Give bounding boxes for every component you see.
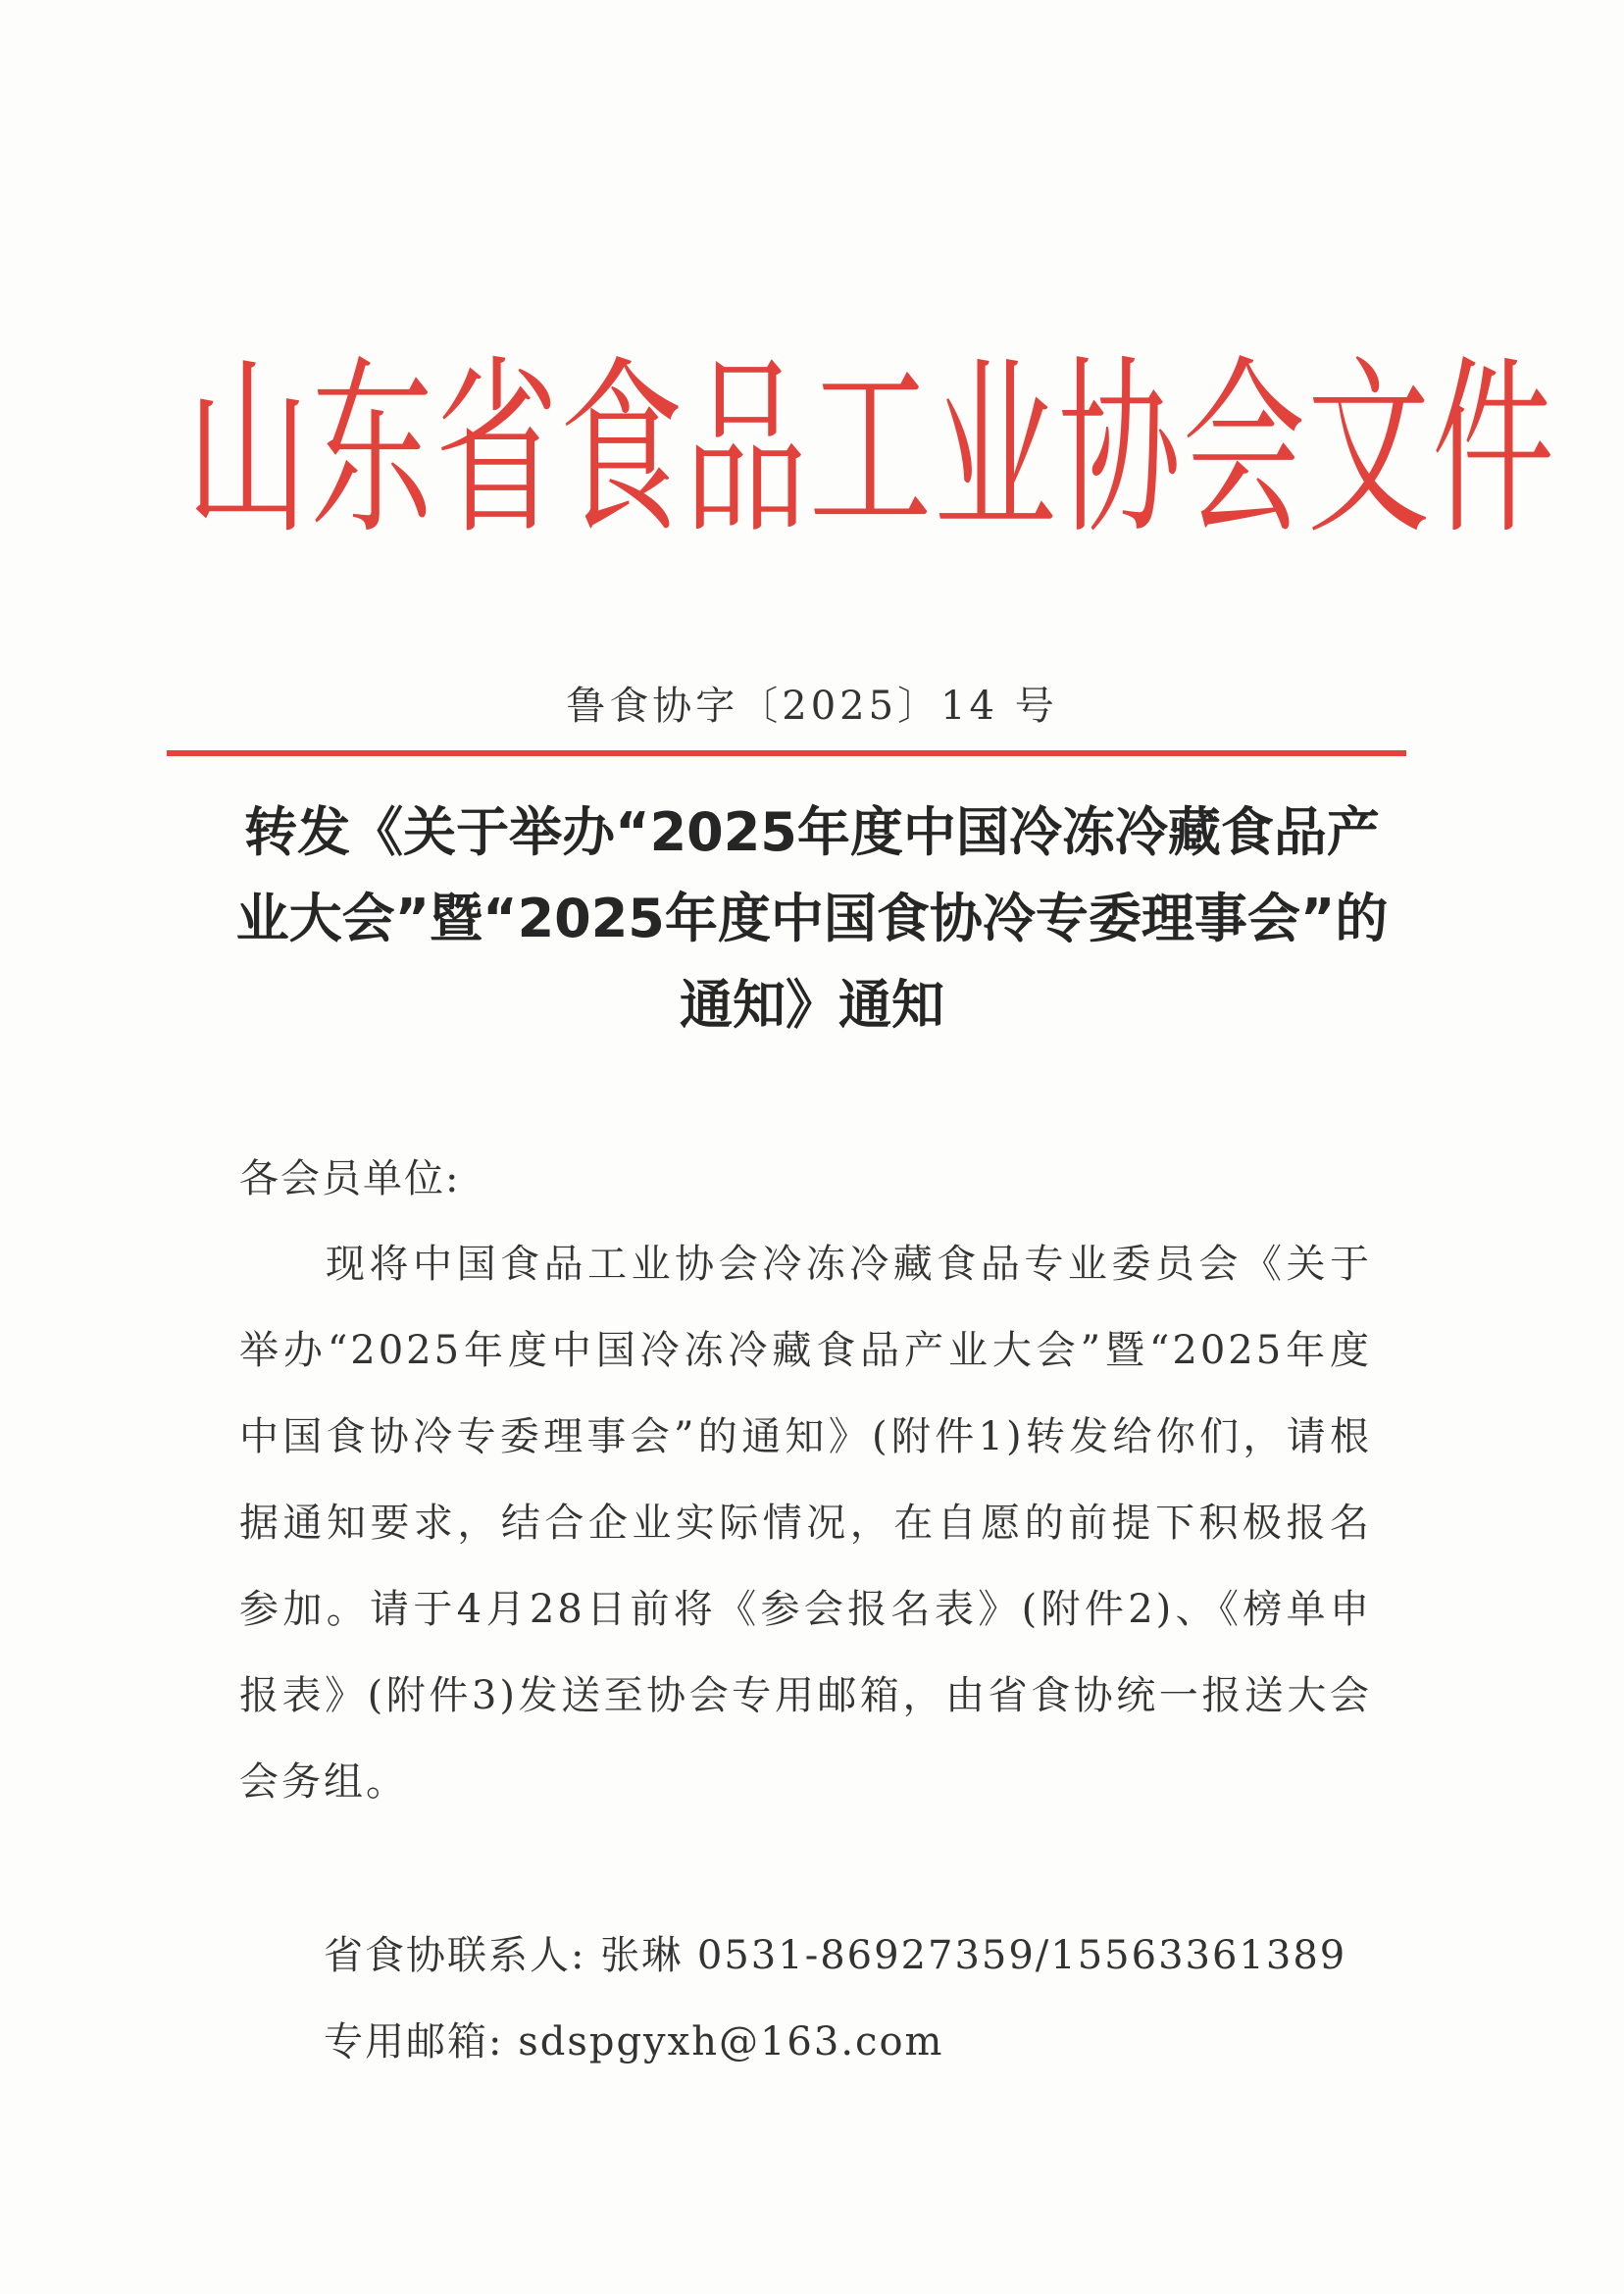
- salutation: 各会员单位:: [239, 1156, 461, 1201]
- red-divider-line: [167, 750, 1406, 756]
- document-title: 转发《关于举办“2025年度中国冷冻冷藏食品产业大会”暨“2025年度中国食协冷专委理事会”的通知》通知: [235, 801, 1389, 1036]
- contact-email: 专用邮箱: sdspgyxh@163.com: [324, 2019, 944, 2065]
- document-number: 鲁食协字〔2025〕14 号: [566, 684, 1058, 729]
- contact-person: 省食协联系人: 张琳 0531-86927359/15563361389: [324, 1933, 1347, 1978]
- body-paragraph: 现将中国食品工业协会冷冻冷藏食品专业委员会《关于举办“2025年度中国冷冻冷藏食品产业大会”暨“2025年度中国食协冷专委理事会”的通知》(附件1)转发给你们，请根据通知要求，结合企业实际情况，在自愿的前提下积极报名参加。请于4月28日前将《参会报名表》(附件2)、《榜单申报表》(附件3)发送至协会专用邮箱，由省食协统一报送大会会务组。: [239, 1242, 1372, 1805]
- document-masthead: 山东省食品工业协会文件: [186, 339, 1556, 561]
